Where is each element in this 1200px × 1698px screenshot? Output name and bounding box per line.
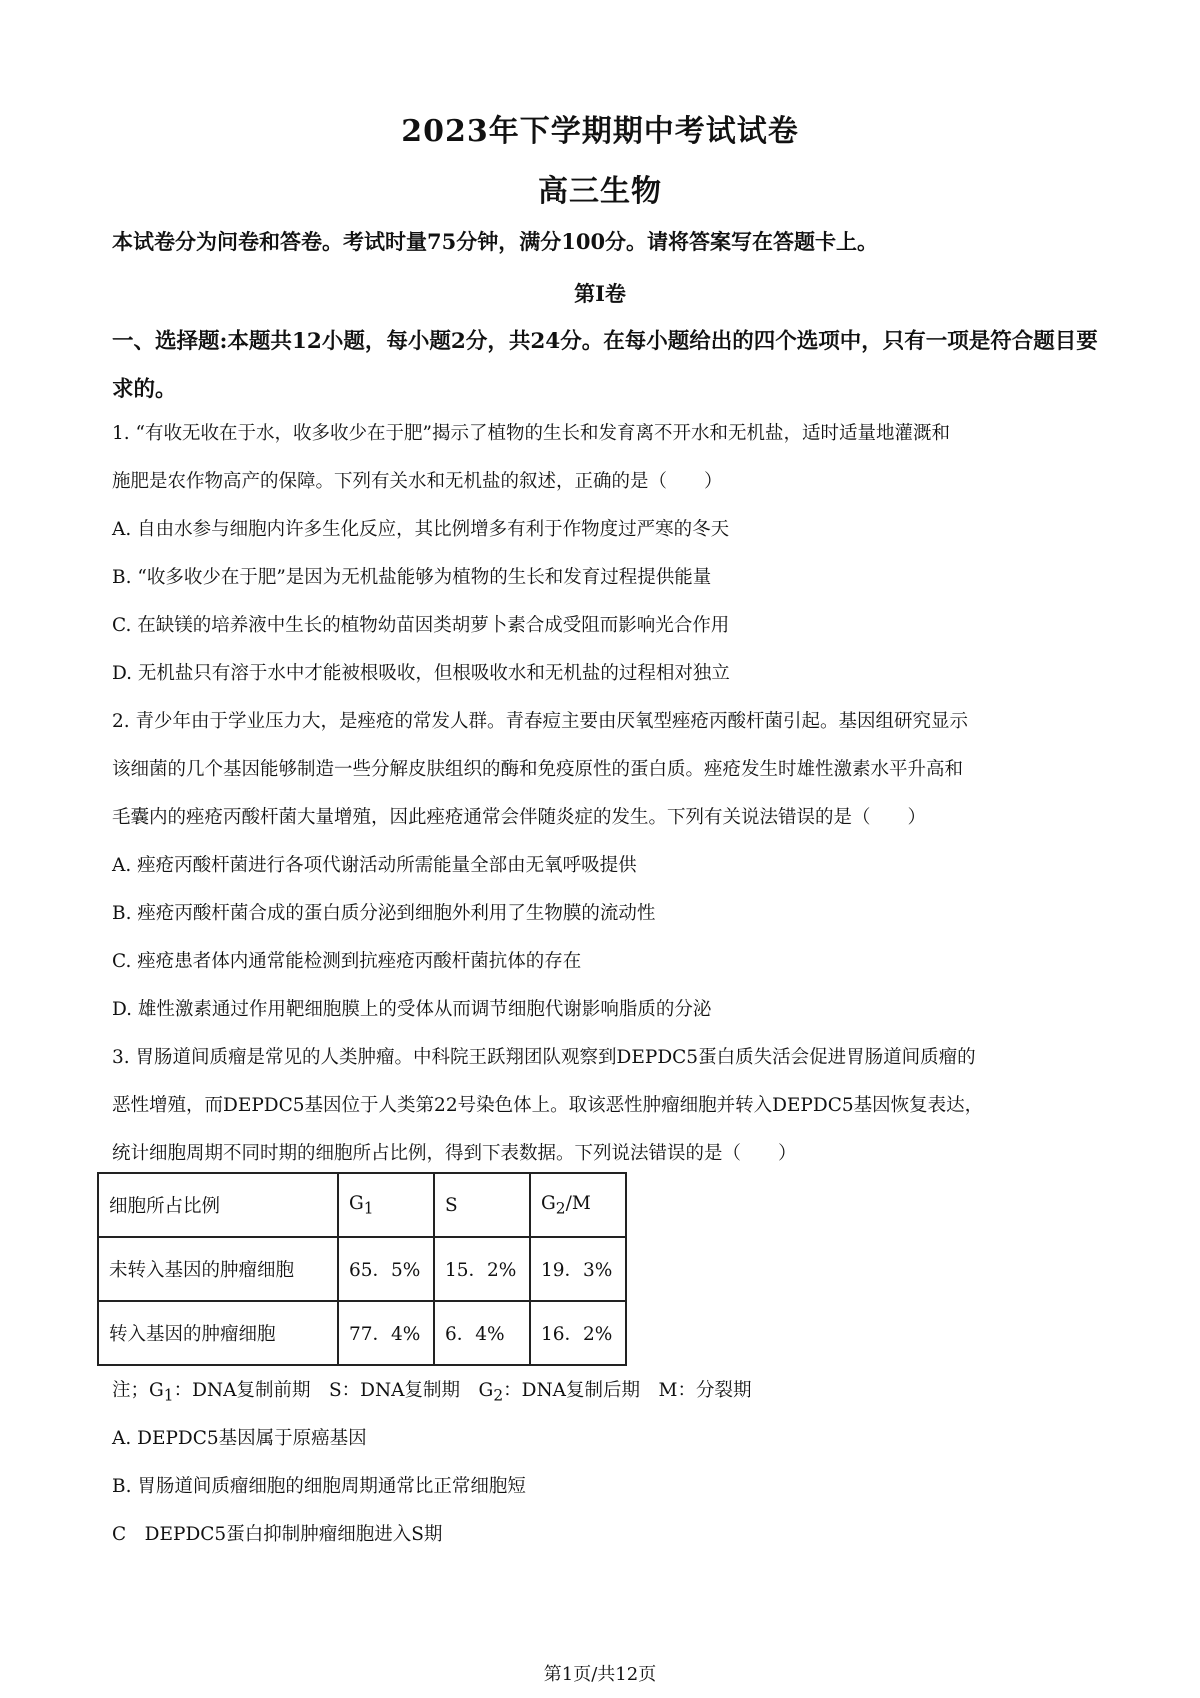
q2-option-d: D. 雄性激素通过作用靶细胞膜上的受体从而调节细胞代谢影响脂质的分泌 [112,999,712,1020]
q3-stem-line-2: 恶性增殖，而DEPDC5基因位于人类第22号染色体上。取该恶性肿瘤细胞并转入DEPDC5基因恢复表达， [112,1095,984,1116]
table-header-g2m: $G_2/M$ [530,1173,626,1237]
table-header-g1: $G_1$ [338,1173,434,1237]
table-cell: 未转入基因的肿瘤细胞 [98,1237,338,1301]
q1-stem-line-1: 1. “有收无收在于水，收多收少在于肥”揭示了植物的生长和发育离不开水和无机盐，适时适量地灌溉和 [112,423,950,444]
section-heading: 一、选择题:本题共12小题，每小题2分，共24分。在每小题给出的四个选项中，只有一项是符合题目要求的。 [112,329,1098,402]
table-cell: 77．4% [338,1301,434,1365]
q3-option-c: C DEPDC5蛋白抑制肿瘤细胞进入S期 [112,1524,443,1545]
q1-option-c: C. 在缺镁的培养液中生长的植物幼苗因类胡萝卜素合成受阻而影响光合作用 [112,615,730,636]
q3-stem-line-3: 统计细胞周期不同时期的细胞所占比例，得到下表数据。下列说法错误的是（ ） [112,1143,797,1164]
q1-option-d: D. 无机盐只有溶于水中才能被根吸收，但根吸收水和无机盐的过程相对独立 [112,663,730,684]
table-cell: 转入基因的肿瘤细胞 [98,1301,338,1365]
subject-title: 高三生物 [538,174,662,209]
table-header-s: S [434,1173,530,1237]
q3-option-b: B. 胃肠道间质瘤细胞的细胞周期通常比正常细胞短 [112,1476,526,1497]
q2-stem-line-2: 该细菌的几个基因能够制造一些分解皮肤组织的酶和免疫原性的蛋白质。痤疮发生时雄性激素水平升高和 [112,759,964,780]
q2-stem-line-3: 毛囊内的痤疮丙酸杆菌大量增殖，因此痤疮通常会伴随炎症的发生。下列有关说法错误的是（ ） [112,807,927,828]
q2-option-c: C. 痤疮患者体内通常能检测到抗痤疮丙酸杆菌抗体的存在 [112,951,582,972]
q3-stem-line-1: 3. 胃肠道间质瘤是常见的人类肿瘤。中科院王跃翔团队观察到DEPDC5蛋白质失活会促进胃肠道间质瘤的 [112,1047,976,1068]
table-cell: 15．2% [434,1237,530,1301]
q1-stem-line-2: 施肥是农作物高产的保障。下列有关水和无机盐的叙述，正确的是（ ） [112,471,723,492]
table-cell: 65．5% [338,1237,434,1301]
q1-option-a: A. 自由水参与细胞内许多生化反应，其比例增多有利于作物度过严寒的冬天 [112,519,730,540]
exam-title: 2023年下学期期中考试试卷 [401,114,799,149]
table-cell: 6．4% [434,1301,530,1365]
exam-instructions: 本试卷分为问卷和答卷。考试时量75分钟，满分100分。请将答案写在答题卡上。 [112,229,879,254]
table-row [98,1237,626,1301]
table-cell: 19．3% [530,1237,626,1301]
table-row [98,1301,626,1365]
q2-option-b: B. 痤疮丙酸杆菌合成的蛋白质分泌到细胞外利用了生物膜的流动性 [112,903,656,924]
table-cell: 16．2% [530,1301,626,1365]
cell-cycle-table [97,1172,627,1366]
q3-option-a: A. DEPDC5基因属于原癌基因 [112,1428,367,1449]
part-heading: 第I卷 [574,281,626,306]
q2-option-a: A. 痤疮丙酸杆菌进行各项代谢活动所需能量全部由无氧呼吸提供 [112,855,637,876]
page-number: 第1页/共12页 [543,1664,657,1685]
table-header-cell: 细胞所占比例 [98,1173,338,1237]
table-note: 注；$G_1$：DNA复制前期 S：DNA复制期 $G_2$：DNA复制后期 M：分裂期 [112,1380,752,1405]
q2-stem-line-1: 2. 青少年由于学业压力大，是痤疮的常发人群。青春痘主要由厌氧型痤疮丙酸杆菌引起。基因组研究显示 [112,711,969,732]
q1-option-b: B. “收多收少在于肥”是因为无机盐能够为植物的生长和发育过程提供能量 [112,567,712,588]
table-header-row [98,1173,626,1237]
